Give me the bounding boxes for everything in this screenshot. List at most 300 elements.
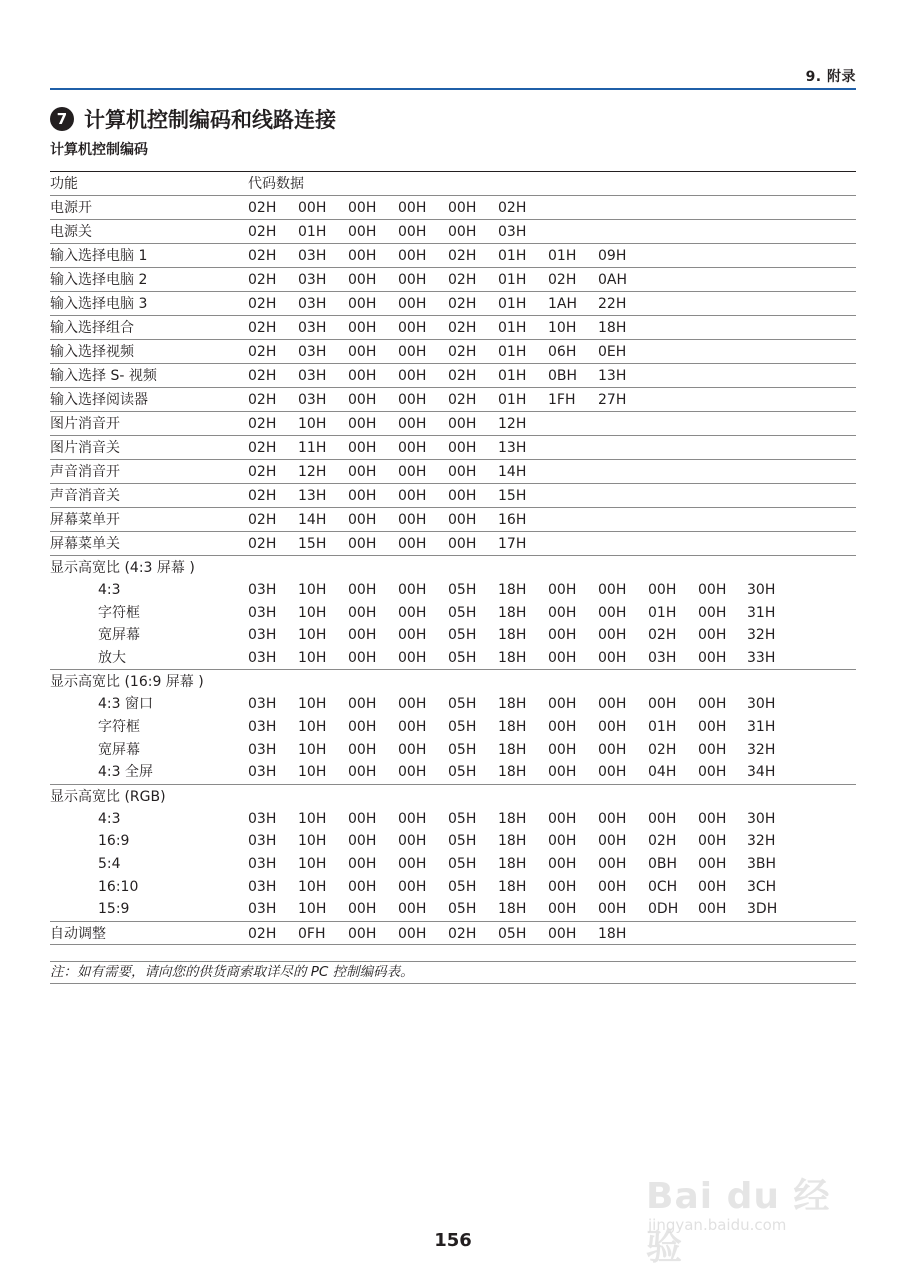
code-cell: 34H [747, 764, 776, 781]
row-label: 5:4 [98, 855, 121, 872]
code-cell: 00H [398, 488, 427, 504]
row-label: 输入选择电脑 3 [50, 296, 148, 312]
row-label: 输入选择 S- 视频 [50, 368, 157, 384]
code-cell: 05H [448, 855, 477, 872]
code-cell: 00H [348, 248, 377, 264]
control-code-table [50, 171, 856, 945]
code-cell: 00H [348, 536, 377, 552]
code-cell: 00H [598, 878, 627, 895]
code-cell: 00H [398, 368, 427, 384]
code-cell: 00H [398, 627, 427, 644]
chapter-label: 9. 附录 [805, 69, 856, 85]
table-row [50, 387, 856, 411]
code-cell: 05H [448, 764, 477, 781]
watermark-url: jingyan.baidu.com [648, 1216, 787, 1234]
code-cell: 00H [348, 416, 377, 432]
code-cell: 02H [448, 320, 477, 336]
table-row [50, 267, 856, 291]
code-cell: 00H [398, 464, 427, 480]
code-cell: 00H [398, 272, 427, 288]
table-subrow [50, 579, 856, 602]
code-cell: 06H [548, 344, 577, 360]
code-cell: 09H [598, 248, 627, 264]
code-cell: 00H [348, 810, 377, 827]
code-cell: 18H [598, 925, 627, 942]
table-subrow [50, 716, 856, 739]
code-cell: 00H [348, 833, 377, 850]
table-row [50, 411, 856, 435]
row-label: 字符框 [98, 718, 140, 735]
code-cell: 10H [298, 416, 327, 432]
code-cell: 00H [548, 696, 577, 713]
code-cell: 00H [348, 488, 377, 504]
row-label: 电源开 [50, 200, 92, 216]
code-cell: 00H [398, 925, 427, 942]
code-cell: 03H [248, 833, 277, 850]
code-cell: 00H [348, 855, 377, 872]
code-cell: 02H [248, 368, 277, 384]
code-cell: 00H [398, 320, 427, 336]
code-cell: 03H [298, 272, 327, 288]
code-cell: 10H [298, 764, 327, 781]
code-cell: 03H [248, 878, 277, 895]
code-cell: 10H [298, 604, 327, 621]
code-cell: 00H [598, 604, 627, 621]
code-cell: 02H [248, 488, 277, 504]
code-cell: 03H [298, 344, 327, 360]
table-subrow [50, 830, 856, 853]
code-cell: 00H [348, 878, 377, 895]
code-cell: 18H [498, 878, 527, 895]
row-label: 16:9 [98, 833, 130, 850]
code-cell: 00H [548, 855, 577, 872]
code-cell: 18H [598, 320, 627, 336]
section-title: 计算机控制编码和线路连接 [84, 108, 336, 132]
code-cell: 02H [448, 392, 477, 408]
code-cell: 18H [498, 810, 527, 827]
code-cell: 32H [747, 627, 776, 644]
code-cell: 02H [498, 200, 527, 216]
code-cell: 03H [648, 649, 677, 666]
code-cell: 00H [398, 878, 427, 895]
code-cell: 02H [248, 925, 277, 942]
code-cell: 00H [448, 464, 477, 480]
table-row [50, 363, 856, 387]
code-cell: 02H [448, 248, 477, 264]
row-label: 输入选择组合 [50, 320, 134, 336]
code-cell: 05H [448, 696, 477, 713]
code-cell: 00H [598, 741, 627, 758]
code-cell: 00H [348, 296, 377, 312]
table-row [50, 243, 856, 267]
code-cell: 14H [498, 464, 527, 480]
section-heading [50, 104, 336, 134]
code-cell: 10H [298, 833, 327, 850]
code-cell: 02H [248, 416, 277, 432]
code-cell: 00H [698, 649, 727, 666]
code-cell: 16H [498, 512, 527, 528]
code-cell: 00H [398, 741, 427, 758]
table-subrow [50, 876, 856, 899]
code-cell: 00H [398, 536, 427, 552]
code-cell: 10H [298, 810, 327, 827]
table-subrow [50, 808, 856, 831]
code-cell: 05H [498, 925, 527, 942]
code-cell: 01H [498, 248, 527, 264]
code-cell: 02H [448, 925, 477, 942]
table-subrow [50, 693, 856, 716]
code-cell: 18H [498, 833, 527, 850]
code-cell: 02H [448, 344, 477, 360]
code-cell: 18H [498, 582, 527, 598]
code-cell: 05H [448, 627, 477, 644]
code-cell: 31H [747, 604, 776, 621]
note-divider-bottom [50, 983, 856, 984]
code-cell: 00H [398, 649, 427, 666]
code-cell: 00H [548, 810, 577, 827]
code-cell: 18H [498, 604, 527, 621]
code-cell: 00H [448, 488, 477, 504]
code-cell: 13H [598, 368, 627, 384]
row-label: 输入选择阅读器 [50, 392, 148, 408]
code-cell: 10H [298, 649, 327, 666]
code-cell: 00H [348, 368, 377, 384]
baidu-jingyan-watermark [640, 1140, 860, 1268]
code-cell: 11H [298, 440, 327, 456]
table-subrow [50, 602, 856, 625]
table-row [50, 195, 856, 219]
code-cell: 00H [398, 604, 427, 621]
code-column-header: 代码数据 [248, 176, 304, 192]
row-label: 4:3 全屏 [98, 764, 153, 781]
table-row [50, 219, 856, 243]
row-label: 字符框 [98, 604, 140, 621]
code-cell: 14H [298, 512, 327, 528]
code-cell: 01H [498, 368, 527, 384]
table-row [50, 459, 856, 483]
code-cell: 05H [448, 604, 477, 621]
code-cell: 00H [398, 248, 427, 264]
code-cell: 03H [248, 901, 277, 918]
code-cell: 00H [698, 833, 727, 850]
code-cell: 00H [398, 200, 427, 216]
code-cell: 18H [498, 764, 527, 781]
row-label: 15:9 [98, 901, 130, 918]
code-cell: 00H [698, 627, 727, 644]
code-cell: 00H [648, 810, 677, 827]
code-cell: 18H [498, 649, 527, 666]
code-cell: 3BH [747, 855, 777, 872]
code-cell: 02H [248, 248, 277, 264]
table-row [50, 784, 856, 808]
code-cell: 02H [648, 627, 677, 644]
code-cell: 00H [398, 901, 427, 918]
row-label: 4:3 窗口 [98, 696, 153, 713]
table-row [50, 435, 856, 459]
code-cell: 00H [398, 855, 427, 872]
code-cell: 02H [248, 464, 277, 480]
code-cell: 03H [248, 627, 277, 644]
code-cell: 18H [498, 696, 527, 713]
code-cell: 00H [348, 582, 377, 598]
code-cell: 12H [298, 464, 327, 480]
code-cell: 00H [298, 200, 327, 216]
code-cell: 02H [248, 224, 277, 240]
code-cell: 18H [498, 855, 527, 872]
code-cell: 00H [598, 649, 627, 666]
code-cell: 18H [498, 741, 527, 758]
code-cell: 3CH [747, 878, 777, 895]
code-cell: 03H [248, 764, 277, 781]
row-label: 图片消音关 [50, 440, 120, 456]
code-cell: 02H [248, 296, 277, 312]
row-label: 显示高宽比 (RGB) [50, 788, 166, 805]
code-cell: 31H [747, 718, 776, 735]
table-row [50, 507, 856, 531]
code-cell: 05H [448, 649, 477, 666]
code-cell: 00H [548, 582, 577, 598]
code-cell: 32H [747, 741, 776, 758]
code-cell: 01H [498, 272, 527, 288]
code-cell: 00H [698, 718, 727, 735]
code-cell: 02H [448, 368, 477, 384]
code-cell: 00H [348, 925, 377, 942]
code-cell: 00H [548, 925, 577, 942]
code-cell: 03H [248, 649, 277, 666]
code-cell: 02H [248, 272, 277, 288]
code-cell: 1AH [548, 296, 578, 312]
code-cell: 00H [598, 696, 627, 713]
code-cell: 03H [248, 741, 277, 758]
header-rule [50, 88, 856, 90]
row-label: 电源关 [50, 224, 92, 240]
code-cell: 03H [248, 696, 277, 713]
code-cell: 00H [598, 810, 627, 827]
code-cell: 10H [298, 855, 327, 872]
table-row [50, 669, 856, 693]
row-label: 输入选择电脑 1 [50, 248, 148, 264]
code-cell: 10H [298, 901, 327, 918]
code-cell: 00H [698, 582, 727, 598]
code-cell: 00H [648, 696, 677, 713]
table-row [50, 339, 856, 363]
code-cell: 15H [298, 536, 327, 552]
code-cell: 02H [248, 320, 277, 336]
code-cell: 12H [498, 416, 527, 432]
row-label: 输入选择电脑 2 [50, 272, 148, 288]
code-cell: 00H [398, 224, 427, 240]
code-cell: 00H [698, 764, 727, 781]
row-label: 屏幕菜单开 [50, 512, 120, 528]
table-row [50, 315, 856, 339]
code-cell: 10H [298, 696, 327, 713]
code-cell: 3DH [747, 901, 778, 918]
code-cell: 13H [498, 440, 527, 456]
code-cell: 00H [348, 392, 377, 408]
row-label: 显示高宽比 (4:3 屏幕 ) [50, 560, 195, 576]
code-cell: 10H [298, 878, 327, 895]
code-cell: 00H [348, 272, 377, 288]
code-cell: 0AH [598, 272, 628, 288]
code-cell: 00H [398, 764, 427, 781]
code-cell: 00H [598, 764, 627, 781]
code-cell: 00H [598, 833, 627, 850]
code-cell: 01H [548, 248, 577, 264]
code-cell: 03H [298, 392, 327, 408]
code-cell: 02H [248, 392, 277, 408]
code-cell: 04H [648, 764, 677, 781]
code-cell: 00H [698, 855, 727, 872]
code-cell: 02H [248, 536, 277, 552]
code-cell: 00H [548, 604, 577, 621]
table-row [50, 921, 856, 945]
code-cell: 02H [248, 344, 277, 360]
code-cell: 10H [298, 627, 327, 644]
code-cell: 02H [248, 440, 277, 456]
table-subrow [50, 898, 856, 921]
code-cell: 00H [448, 224, 477, 240]
code-cell: 00H [448, 440, 477, 456]
code-cell: 10H [298, 741, 327, 758]
code-cell: 00H [398, 582, 427, 598]
code-cell: 00H [448, 536, 477, 552]
code-cell: 00H [348, 200, 377, 216]
code-cell: 00H [698, 878, 727, 895]
code-cell: 00H [348, 718, 377, 735]
code-cell: 0BH [548, 368, 578, 384]
code-cell: 01H [498, 296, 527, 312]
code-cell: 05H [448, 718, 477, 735]
code-cell: 03H [298, 248, 327, 264]
code-cell: 00H [448, 416, 477, 432]
code-cell: 05H [448, 833, 477, 850]
code-cell: 05H [448, 810, 477, 827]
code-cell: 30H [747, 696, 776, 713]
code-cell: 00H [348, 464, 377, 480]
code-cell: 0FH [298, 925, 326, 942]
code-cell: 0EH [598, 344, 627, 360]
code-cell: 00H [548, 718, 577, 735]
code-cell: 00H [398, 718, 427, 735]
code-cell: 00H [548, 741, 577, 758]
table-subrow [50, 647, 856, 670]
code-cell: 00H [348, 224, 377, 240]
code-cell: 1FH [548, 392, 576, 408]
code-cell: 00H [548, 764, 577, 781]
code-cell: 01H [648, 718, 677, 735]
code-cell: 01H [498, 344, 527, 360]
code-cell: 10H [298, 582, 327, 598]
row-label: 4:3 [98, 810, 121, 827]
code-cell: 00H [348, 604, 377, 621]
code-cell: 05H [448, 582, 477, 598]
code-cell: 22H [598, 296, 627, 312]
code-cell: 00H [348, 696, 377, 713]
code-cell: 00H [548, 901, 577, 918]
code-cell: 30H [747, 810, 776, 827]
code-cell: 10H [298, 718, 327, 735]
code-cell: 00H [348, 440, 377, 456]
code-cell: 18H [498, 901, 527, 918]
code-cell: 00H [348, 764, 377, 781]
code-cell: 0DH [648, 901, 679, 918]
section-number-badge: 7 [50, 107, 74, 131]
row-label: 屏幕菜单关 [50, 536, 120, 552]
code-cell: 15H [498, 488, 527, 504]
code-cell: 00H [548, 627, 577, 644]
code-cell: 02H [648, 741, 677, 758]
code-cell: 03H [298, 296, 327, 312]
row-label: 声音消音关 [50, 488, 120, 504]
code-cell: 00H [448, 512, 477, 528]
row-label: 放大 [98, 649, 126, 666]
code-cell: 00H [548, 649, 577, 666]
code-cell: 30H [747, 582, 776, 598]
code-cell: 00H [598, 718, 627, 735]
table-row [50, 555, 856, 579]
code-cell: 00H [398, 392, 427, 408]
code-cell: 02H [248, 200, 277, 216]
code-cell: 01H [298, 224, 327, 240]
table-row [50, 291, 856, 315]
code-cell: 02H [248, 512, 277, 528]
function-column-header: 功能 [50, 176, 78, 192]
code-cell: 0BH [648, 855, 678, 872]
code-cell: 00H [398, 512, 427, 528]
code-cell: 05H [448, 901, 477, 918]
code-cell: 02H [448, 272, 477, 288]
code-cell: 00H [448, 200, 477, 216]
code-cell: 00H [398, 296, 427, 312]
code-cell: 00H [398, 416, 427, 432]
code-cell: 00H [698, 741, 727, 758]
code-cell: 00H [398, 810, 427, 827]
code-cell: 00H [598, 582, 627, 598]
code-cell: 00H [348, 901, 377, 918]
code-cell: 00H [348, 741, 377, 758]
code-cell: 00H [598, 855, 627, 872]
code-cell: 00H [698, 810, 727, 827]
code-cell: 17H [498, 536, 527, 552]
table-subrow [50, 624, 856, 647]
code-cell: 27H [598, 392, 627, 408]
row-label: 16:10 [98, 878, 139, 895]
row-label: 输入选择视频 [50, 344, 134, 360]
code-cell: 00H [348, 512, 377, 528]
table-subrow [50, 761, 856, 784]
code-cell: 00H [398, 344, 427, 360]
code-cell: 00H [348, 320, 377, 336]
code-cell: 02H [648, 833, 677, 850]
code-cell: 03H [498, 224, 527, 240]
code-cell: 00H [698, 901, 727, 918]
code-cell: 18H [498, 627, 527, 644]
code-cell: 01H [648, 604, 677, 621]
code-cell: 01H [498, 392, 527, 408]
code-cell: 05H [448, 878, 477, 895]
code-cell: 00H [648, 582, 677, 598]
row-label: 图片消音开 [50, 416, 120, 432]
table-row [50, 531, 856, 555]
code-cell: 00H [398, 833, 427, 850]
code-cell: 00H [348, 627, 377, 644]
code-cell: 03H [298, 320, 327, 336]
row-label: 声音消音开 [50, 464, 120, 480]
code-cell: 00H [548, 833, 577, 850]
code-cell: 32H [747, 833, 776, 850]
code-cell: 33H [747, 649, 776, 666]
code-cell: 00H [398, 696, 427, 713]
